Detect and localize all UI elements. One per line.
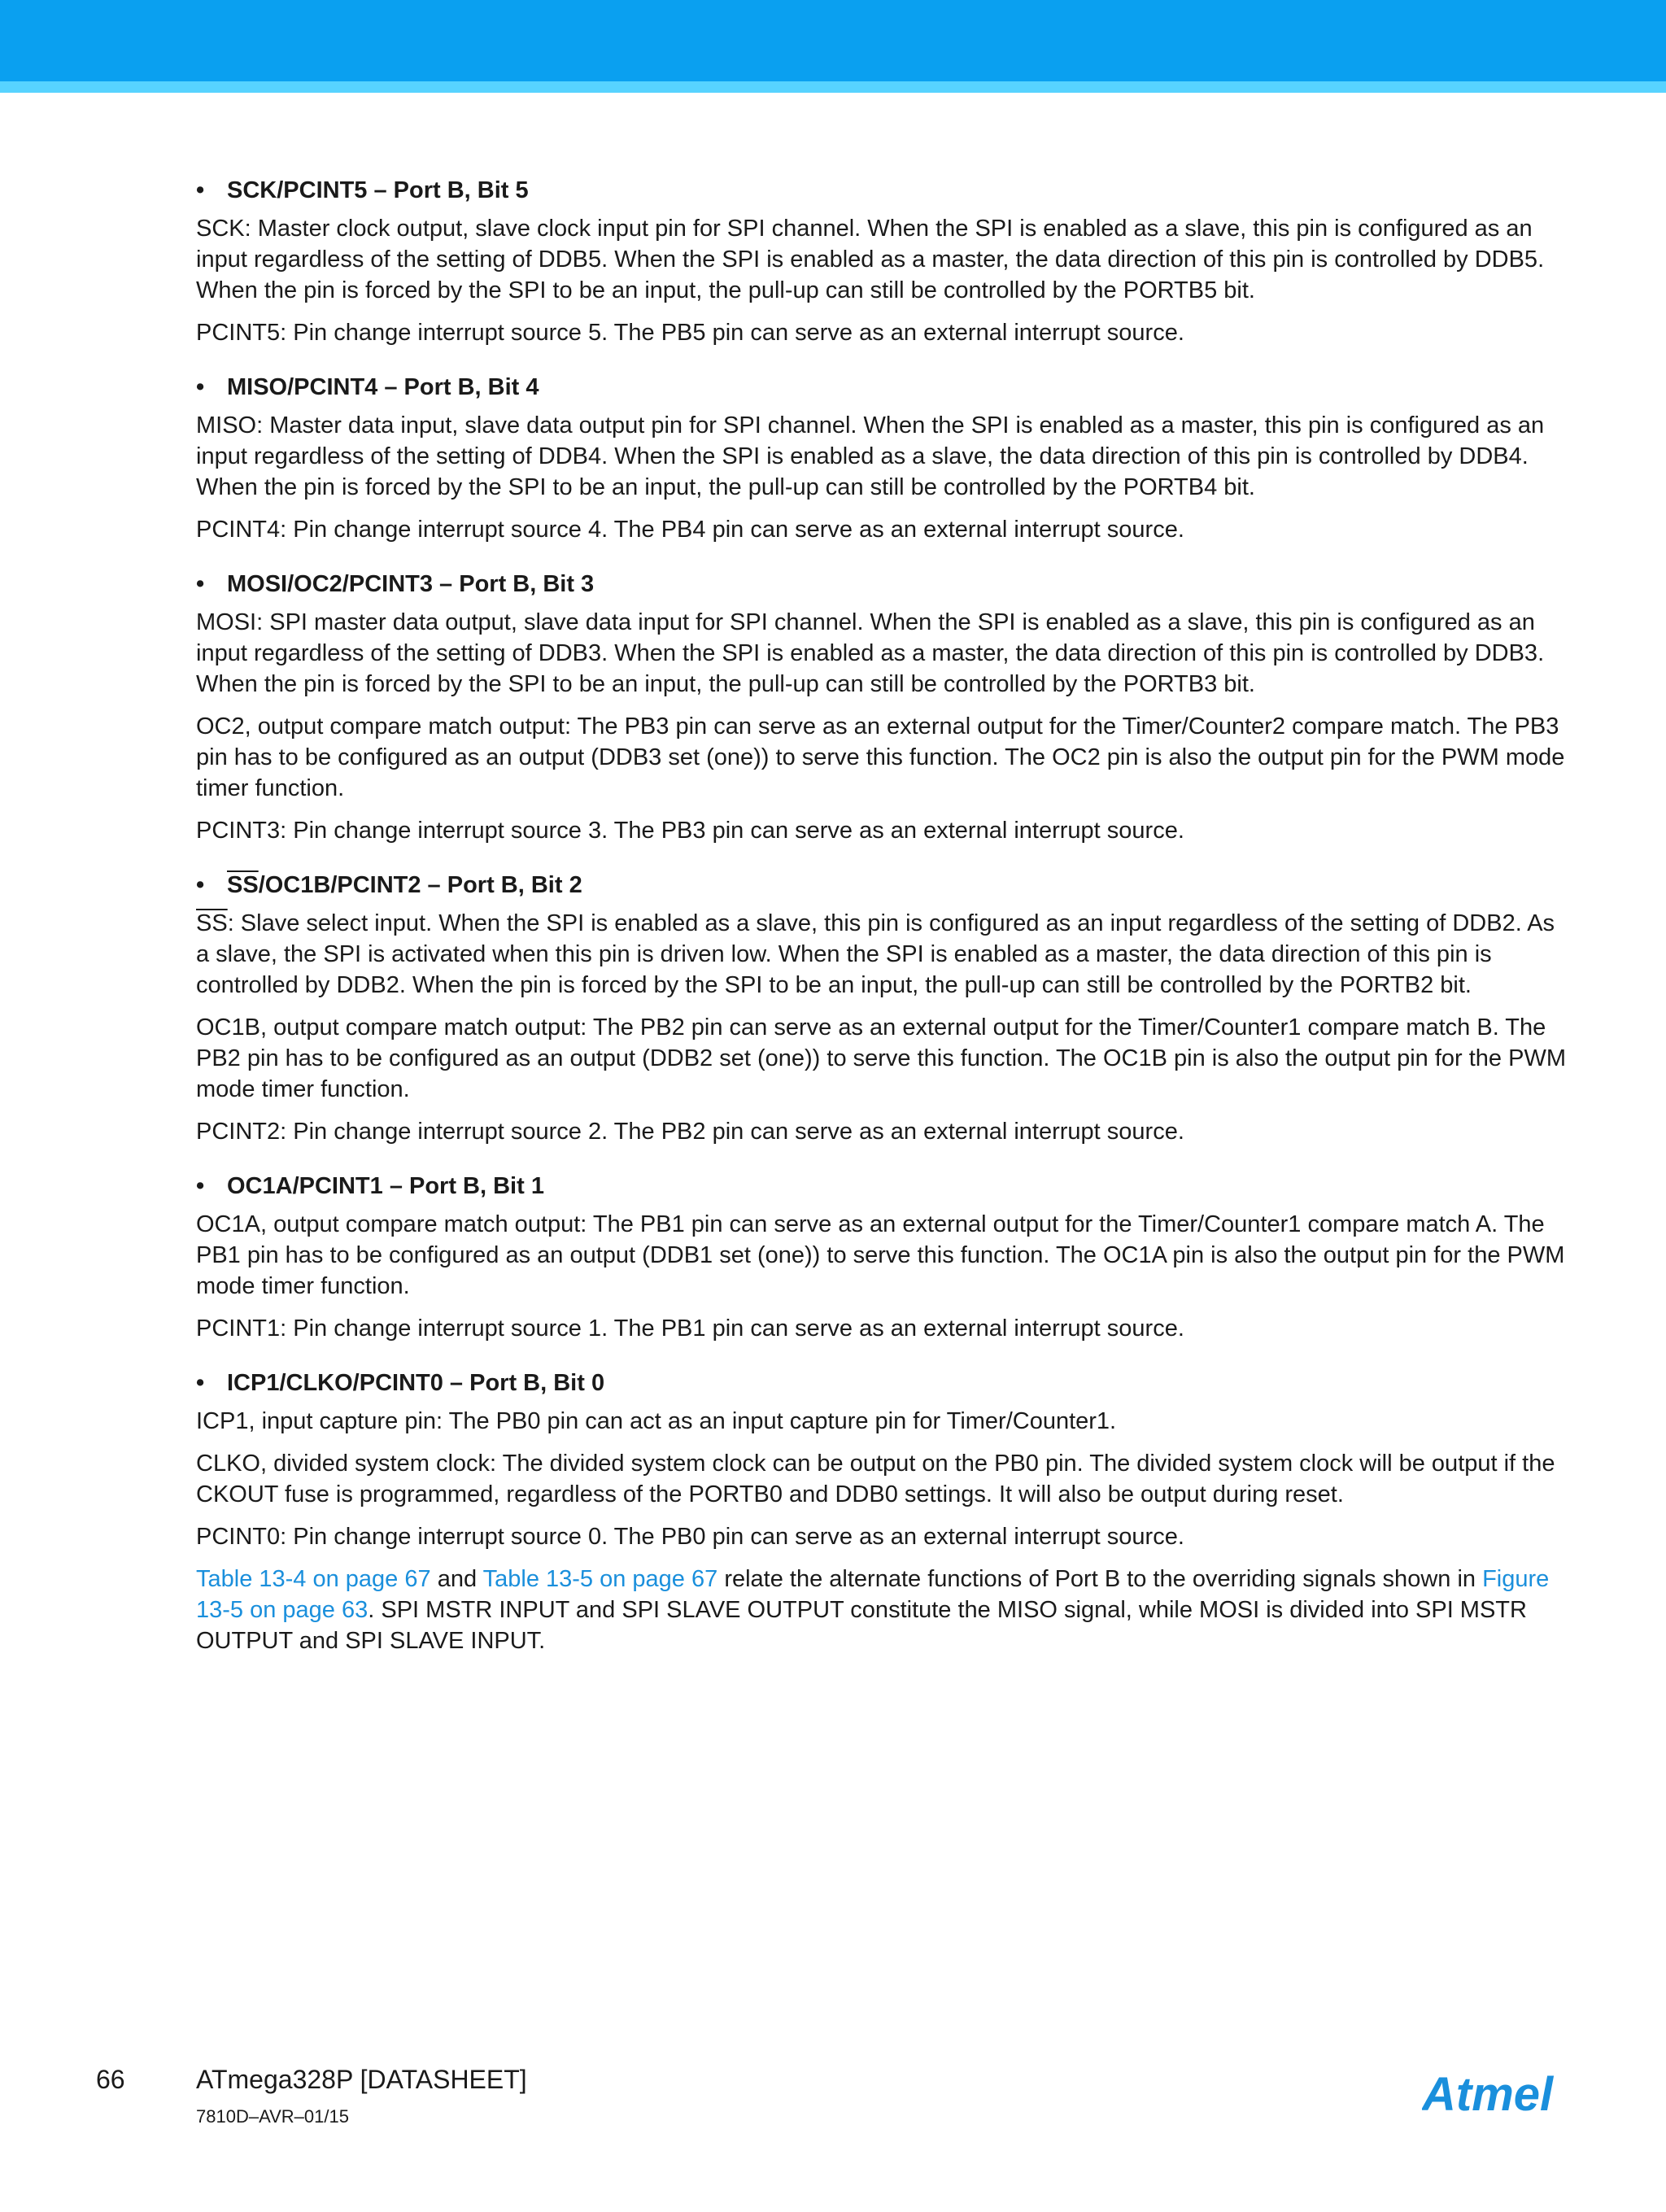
paragraph: PCINT1: Pin change interrupt source 1. The PB1 pin can serve as an external interrupt source. — [196, 1315, 1184, 1342]
paragraph — [196, 908, 1571, 1001]
closing-text: relate the alternate functions of Port B to the overriding signals shown in — [717, 1566, 1483, 1592]
paragraph: PCINT4: Pin change interrupt source 4. The PB4 pin can serve as an external interrupt source. — [196, 517, 1184, 543]
paragraph: ICP1, input capture pin: The PB0 pin can act as an input capture pin for Timer/Counter1. — [196, 1408, 1117, 1434]
closing-paragraph — [196, 1564, 1571, 1656]
heading-text: SCK/PCINT5 – Port B, Bit 5 — [227, 177, 529, 203]
paragraph: PCINT0: Pin change interrupt source 0. The PB0 pin can serve as an external interrupt source. — [196, 1524, 1184, 1550]
bullet-icon: • — [196, 374, 205, 400]
heading-text: /OC1B/PCINT2 – Port B, Bit 2 — [258, 872, 582, 898]
page-number: 66 — [96, 2065, 125, 2094]
section-heading — [196, 1368, 1571, 1398]
logo-text: Atmel — [1422, 2068, 1554, 2121]
ss-overline-text: $\overline{SS}$ — [227, 872, 259, 898]
ss-overline-text: $\overline{SS}$ — [196, 910, 228, 936]
section-mosi — [196, 569, 1571, 846]
paragraph: PCINT3: Pin change interrupt source 3. The PB3 pin can serve as an external interrupt source. — [196, 818, 1184, 844]
section-heading — [196, 176, 1571, 205]
bullet-icon: • — [196, 177, 205, 203]
bullet-icon: • — [196, 1173, 205, 1199]
atmel-logo — [1422, 2066, 1572, 2122]
bullet-icon: • — [196, 571, 205, 597]
paragraph: SCK: Master clock output, slave clock input pin for SPI channel. When the SPI is enabled as a slave, this pin is configured as an input regardless of the setting of DDB5. When the SPI is enabled as a master, the data direction of this pin is controlled by DDB5. When the pin is forced by the SPI to be an input, the pull-up can still be controlled by the PORTB5 bit. — [196, 216, 1545, 303]
section-sck — [196, 176, 1571, 348]
paragraph: PCINT5: Pin change interrupt source 5. The PB5 pin can serve as an external interrupt source. — [196, 320, 1184, 346]
section-miso — [196, 373, 1571, 545]
heading-text: OC1A/PCINT1 – Port B, Bit 1 — [227, 1173, 544, 1199]
section-heading — [196, 1171, 1571, 1201]
section-ss — [196, 870, 1571, 1147]
paragraph: OC1B, output compare match output: The PB2 pin can serve as an external output for the Timer/Counter1 compare match B. The PB2 pin has to be configured as an output (DDB2 set (one)) to serve this function. The OC1B pin is also the output pin for the PWM mode timer function. — [196, 1014, 1566, 1102]
paragraph-text: : Slave select input. When the SPI is enabled as a slave, this pin is configured as an input regardless of the setting of DDB2. As a slave, the SPI is activated when this pin is driven low. When the SPI is enabled as a master, the data direction of this pin is controlled by DDB2. When the pin is forced by the SPI to be an input, the pull-up can still be controlled by the PORTB2 bit. — [196, 910, 1555, 998]
figure-13-5-link[interactable]: Figure 13-5 on page 63 — [196, 1566, 1550, 1623]
bullet-icon: • — [196, 872, 205, 898]
header-stripe — [0, 81, 1666, 93]
section-icp1 — [196, 1368, 1571, 1656]
header-bar — [0, 0, 1666, 81]
paragraph: CLKO, divided system clock: The divided system clock can be output on the PB0 pin. The divided system clock will be output if the CKOUT fuse is programmed, regardless of the PORTB0 and DDB0 settings. It will also be output during reset. — [196, 1451, 1555, 1507]
section-heading — [196, 870, 1571, 900]
section-oc1a — [196, 1171, 1571, 1344]
document-code: 7810D–AVR–01/15 — [196, 2106, 349, 2127]
heading-text: MOSI/OC2/PCINT3 – Port B, Bit 3 — [227, 571, 595, 597]
paragraph: MOSI: SPI master data output, slave data input for SPI channel. When the SPI is enabled as a slave, this pin is configured as an input regardless of the setting of DDB3. When the SPI is enabled as a master, the data direction of this pin is controlled by DDB3. When the pin is forced by the SPI to be an input, the pull-up can still be controlled by the PORTB3 bit. — [196, 609, 1545, 697]
paragraph: OC1A, output compare match output: The PB1 pin can serve as an external output for the Timer/Counter1 compare match A. The PB1 pin has to be configured as an output (DDB1 set (one)) to serve this function. The OC1A pin is also the output pin for the PWM mode timer function. — [196, 1211, 1565, 1299]
heading-text: MISO/PCINT4 – Port B, Bit 4 — [227, 374, 539, 400]
section-heading — [196, 373, 1571, 402]
heading-text: ICP1/CLKO/PCINT0 – Port B, Bit 0 — [227, 1370, 605, 1396]
bullet-icon: • — [196, 1370, 205, 1396]
paragraph: OC2, output compare match output: The PB3 pin can serve as an external output for the Timer/Counter2 compare match. The PB3 pin has to be configured as an output (DDB3 set (one)) to serve this function. The OC2 pin is also the output pin for the PWM mode timer function. — [196, 713, 1565, 801]
paragraph: PCINT2: Pin change interrupt source 2. The PB2 pin can serve as an external interrupt source. — [196, 1119, 1184, 1145]
paragraph: MISO: Master data input, slave data output pin for SPI channel. When the SPI is enabled as a master, this pin is configured as an input regardless of the setting of DDB4. When the SPI is enabled as a slave, the data direction of this pin is controlled by DDB4. When the pin is forced by the SPI to be an input, the pull-up can still be controlled by the PORTB4 bit. — [196, 412, 1545, 500]
table-13-5-link[interactable]: Table 13-5 on page 67 — [482, 1566, 718, 1592]
closing-text: . SPI MSTR INPUT and SPI SLAVE OUTPUT constitute the MISO signal, while MOSI is divided into SPI MSTR OUTPUT and SPI SLAVE INPUT. — [196, 1597, 1527, 1654]
document-title: ATmega328P [DATASHEET] — [196, 2065, 527, 2094]
section-heading — [196, 569, 1571, 599]
page-body — [196, 176, 1571, 1681]
closing-text: and — [430, 1566, 483, 1592]
table-13-4-link[interactable]: Table 13-4 on page 67 — [196, 1566, 431, 1592]
